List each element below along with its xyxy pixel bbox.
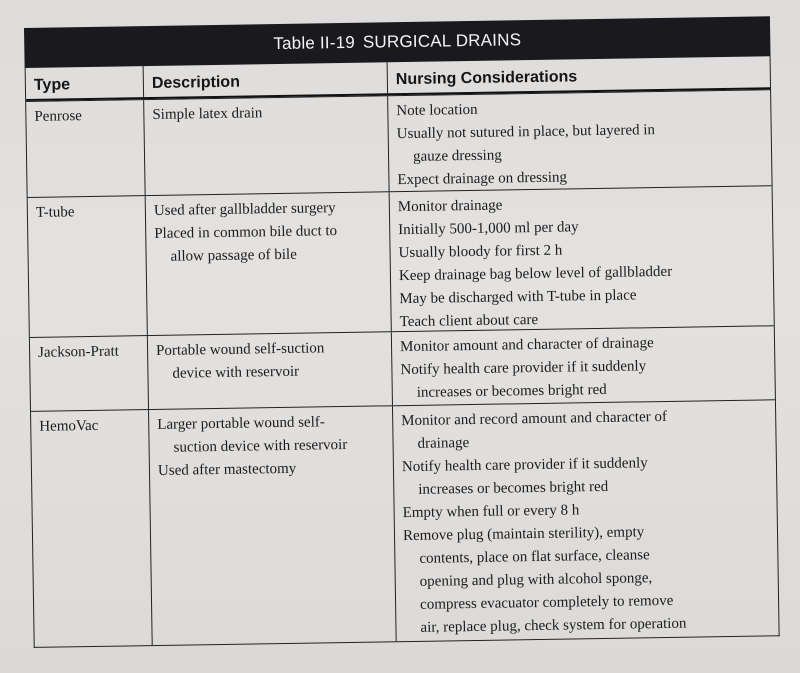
consideration-line: Expect drainage on dressing xyxy=(397,169,568,189)
cell-considerations xyxy=(392,326,774,405)
consideration-line: Usually bloody for first 2 h xyxy=(398,242,563,262)
description-line: device with reservoir xyxy=(172,363,300,382)
consideration-line: Initially 500-1,000 ml per day xyxy=(398,219,579,239)
description-line: Used after mastectomy xyxy=(157,460,297,479)
consideration-line: opening and plug with alcohol sponge, xyxy=(419,570,653,590)
cell-considerations xyxy=(393,400,778,641)
consideration-line: air, replace plug, check system for operation xyxy=(420,615,687,636)
description-line: Placed in common bile duct to xyxy=(154,223,338,242)
description-line: suction device with reservoir xyxy=(173,436,348,456)
surgical-drains-table xyxy=(24,16,780,650)
header-nursing-considerations: Nursing Considerations xyxy=(395,68,578,89)
table-row-penrose xyxy=(26,89,771,197)
consideration-line: Notify health care provider if it suddenly xyxy=(400,358,647,379)
cell-description xyxy=(148,332,393,409)
table-grid xyxy=(25,56,780,648)
description-line: Simple latex drain xyxy=(152,105,263,123)
consideration-line: Keep drainage bag below level of gallbladder xyxy=(398,263,673,285)
consideration-line: compress evacuator completely to remove xyxy=(419,592,674,613)
consideration-line: May be discharged with T-tube in place xyxy=(399,287,637,308)
consideration-line: contents, place on flat surface, cleanse xyxy=(419,547,650,567)
consideration-line: Monitor drainage xyxy=(397,197,503,216)
consideration-line: Teach client about care xyxy=(399,311,539,331)
table-row-hemovac xyxy=(31,399,779,647)
consideration-line: Empty when full or every 8 h xyxy=(402,502,580,522)
header-description: Description xyxy=(144,62,388,97)
cell-considerations xyxy=(388,90,770,191)
consideration-line: Monitor amount and character of drainage xyxy=(399,335,654,356)
cell-description xyxy=(149,406,397,645)
table-row-jackson-pratt xyxy=(30,325,775,411)
consideration-line: Notify health care provider if it suddenly xyxy=(401,455,648,476)
table-row-t-tube xyxy=(28,185,774,337)
cell-type: Jackson-Pratt xyxy=(30,336,149,411)
cell-description xyxy=(144,96,389,195)
consideration-line: Monitor and record amount and character of xyxy=(401,408,668,430)
consideration-line: Note location xyxy=(396,101,478,120)
consideration-line: drainage xyxy=(417,435,470,452)
description-line: Larger portable wound self- xyxy=(157,414,325,433)
cell-considerations xyxy=(390,186,773,331)
table-number: Table II-19 xyxy=(273,32,356,54)
description-line: allow passage of bile xyxy=(170,246,297,265)
cell-type: Penrose xyxy=(26,100,145,197)
description-line: Used after gallbladder surgery xyxy=(153,200,336,219)
table-title: SURGICAL DRAINS xyxy=(362,30,522,52)
description-line: Portable wound self-suction xyxy=(155,340,325,359)
consideration-line: increases or becomes bright red xyxy=(416,381,607,401)
cell-type: T-tube xyxy=(28,196,148,337)
cell-type: HemoVac xyxy=(31,410,153,647)
consideration-line: Remove plug (maintain sterility), empty xyxy=(402,524,645,545)
cell-description xyxy=(146,192,392,335)
consideration-line: increases or becomes bright red xyxy=(418,478,609,498)
consideration-line: Usually not sutured in place, but layered in xyxy=(396,122,656,143)
header-type: Type xyxy=(26,66,144,99)
consideration-line: gauze dressing xyxy=(412,147,502,165)
